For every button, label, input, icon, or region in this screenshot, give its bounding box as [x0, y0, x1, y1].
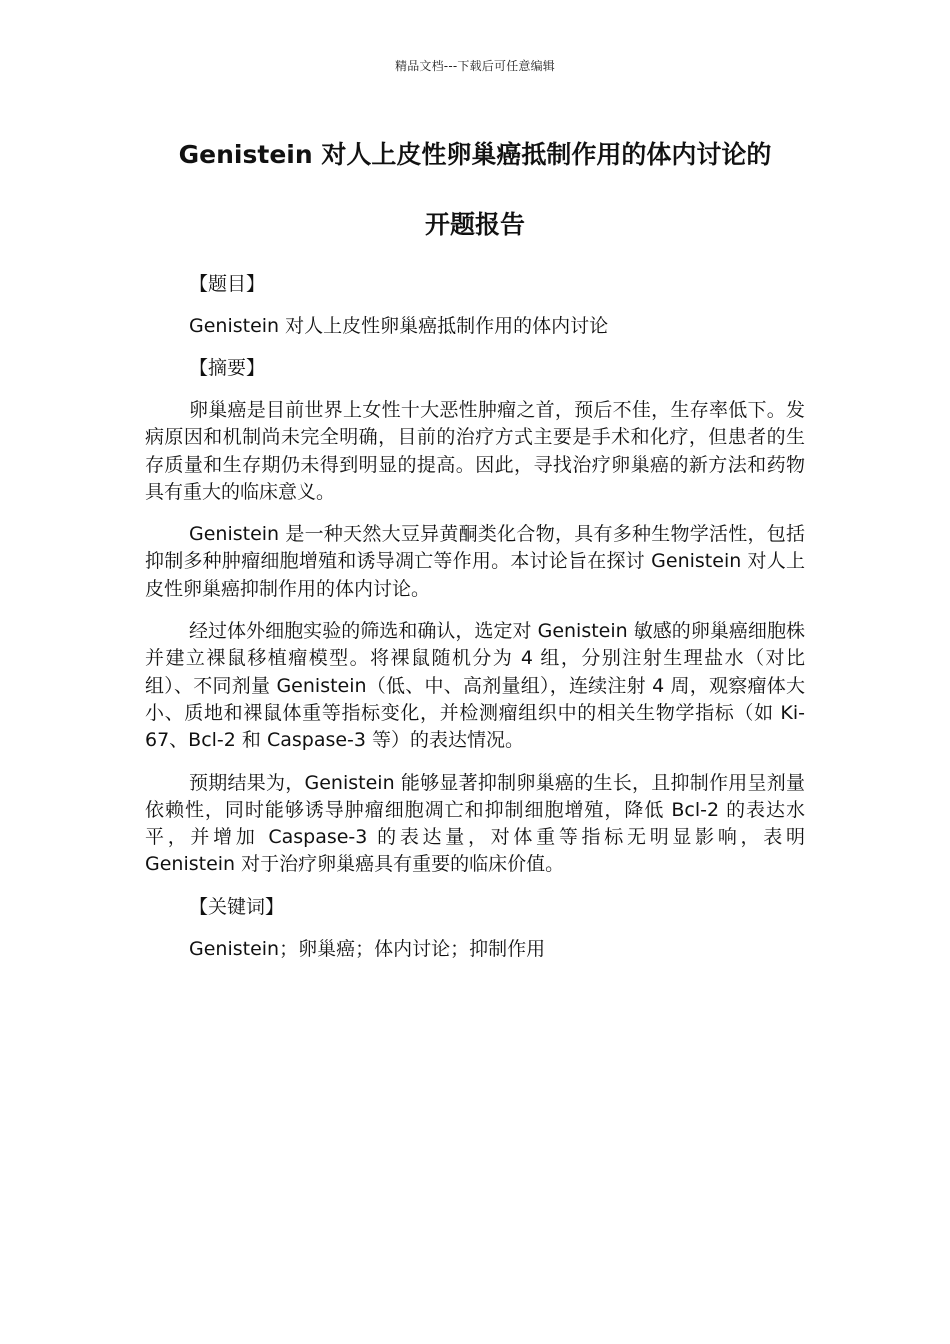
- title-line-2: 开题报告: [424, 210, 525, 239]
- document-body: [145, 271, 805, 978]
- abstract-label: 【摘要】: [189, 357, 266, 379]
- document-title: [100, 136, 850, 244]
- topic-text: Genistein 对人上皮性卵巢癌抵制作用的体内讨论: [189, 315, 609, 337]
- abstract-paragraph: 预期结果为，Genistein 能够显著抑制卵巢癌的生长，且抑制作用呈剂量依赖性，同时能够诱导肿瘤细胞凋亡和抑制细胞增殖，降低 Bcl-2 的表达水平，并增加 Caspase-3 的表达量，对体重等指标无明显影响，表明 Genistein 对于治疗卵巢癌具有重要的临床价值。: [145, 771, 805, 876]
- topic-label: 【题目】: [189, 273, 266, 295]
- title-line-1: Genistein 对人上皮性卵巢癌抵制作用的体内讨论的: [178, 140, 772, 169]
- abstract-paragraph: 经过体外细胞实验的筛选和确认，选定对 Genistein 敏感的卵巢癌细胞株并建立裸鼠移植瘤模型。将裸鼠随机分为 4 组，分别注射生理盐水（对比组）、不同剂量 Genistein（低、中、高剂量组），连续注射 4 周，观察瘤体大小、质地和裸鼠体重等指标变化，并检测瘤组织中的相关生物学指标（如 Ki-67、Bcl-2 和 Caspase-3 等）的表达情况。: [145, 620, 805, 752]
- keywords-label: 【关键词】: [189, 895, 285, 918]
- header-note: 精品文档---下载后可任意编辑: [395, 59, 555, 73]
- abstract-paragraph: 卵巢癌是目前世界上女性十大恶性肿瘤之首，预后不佳，生存率低下。发病原因和机制尚未完全明确，目前的治疗方式主要是手术和化疗，但患者的生存质量和生存期仍未得到明显的提高。因此，寻找治疗卵巢癌的新方法和药物具有重大的临床意义。: [145, 399, 805, 503]
- keywords-text: Genistein；卵巢癌；体内讨论；抑制作用: [189, 937, 546, 960]
- abstract-paragraph: Genistein 是一种天然大豆异黄酮类化合物，具有多种生物学活性，包括抑制多种肿瘤细胞增殖和诱导凋亡等作用。本讨论旨在探讨 Genistein 对人上皮性卵巢癌抑制作用的体内讨论。: [145, 523, 805, 600]
